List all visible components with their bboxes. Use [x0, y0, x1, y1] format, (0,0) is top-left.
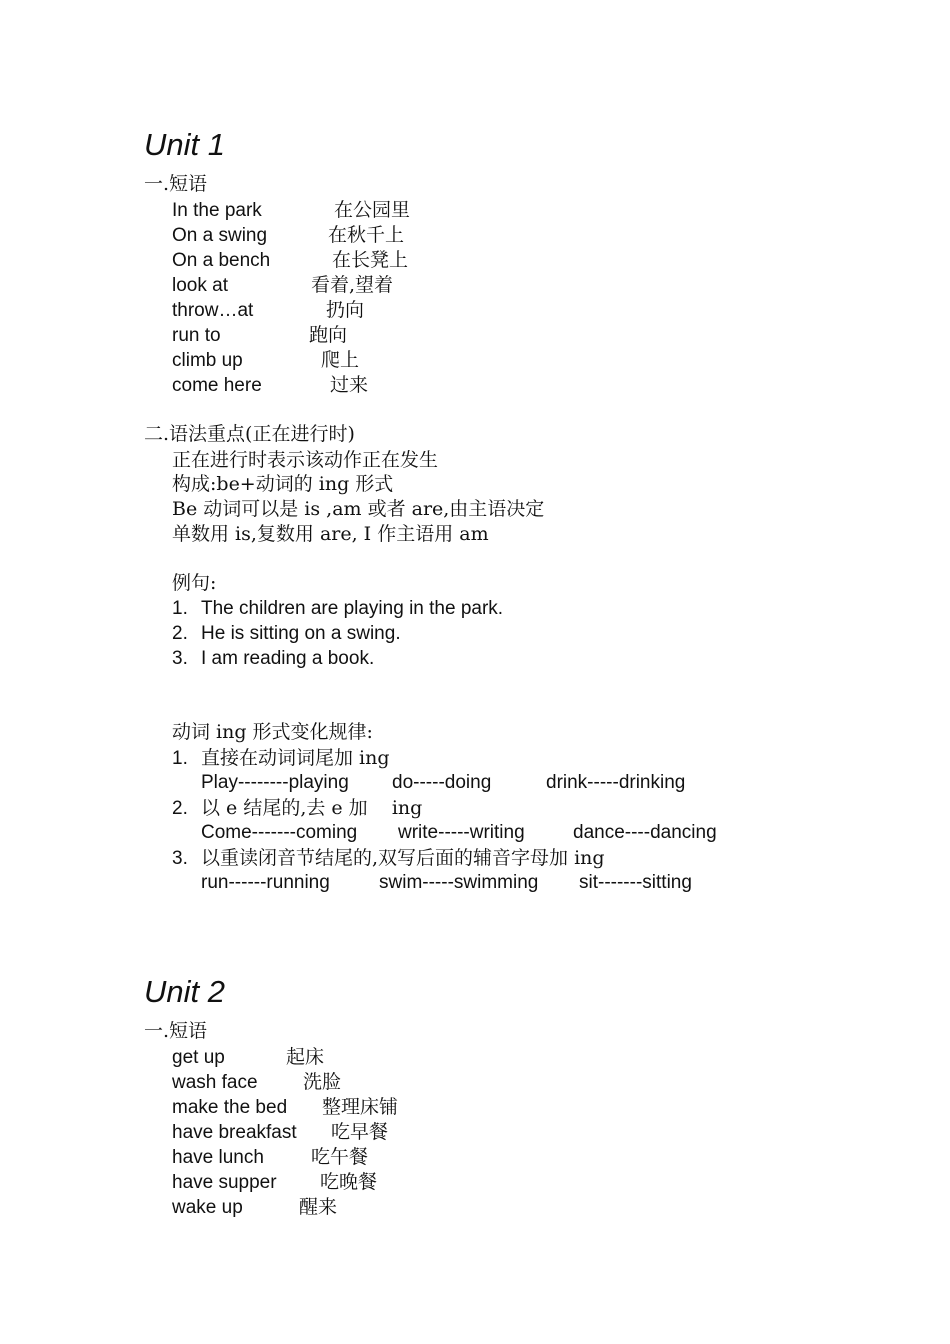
- phrase-cn: 爬上: [321, 349, 360, 371]
- examples-heading: 例句:: [172, 572, 217, 594]
- unit-2-title: Unit 2: [144, 974, 225, 1009]
- example-number: 3.: [172, 648, 188, 669]
- grammar-heading: 二.语法重点(正在进行时): [144, 423, 355, 445]
- phrase-cn: 看着,望着: [311, 274, 394, 296]
- rule-example: sit-------sitting: [579, 872, 692, 893]
- grammar-line: 正在进行时表示该动作正在发生: [172, 449, 439, 471]
- phrase-cn: 起床: [286, 1046, 325, 1068]
- grammar-line: 单数用 is,复数用 are, I 作主语用 am: [172, 523, 489, 545]
- phrase-en: On a bench: [172, 250, 271, 271]
- phrase-en: look at: [172, 275, 228, 296]
- phrase-en: climb up: [172, 350, 243, 371]
- rule-example: Come-------coming: [201, 822, 358, 843]
- phrase-cn: 过来: [330, 374, 369, 396]
- example-sentence: I am reading a book.: [201, 648, 375, 669]
- rule-number: 2.: [172, 798, 188, 819]
- phrase-en: have lunch: [172, 1147, 264, 1168]
- phrase-cn: 洗脸: [303, 1071, 342, 1093]
- example-sentence: The children are playing in the park.: [201, 598, 504, 619]
- phrase-en: get up: [172, 1047, 225, 1068]
- phrase-cn: 吃晚餐: [320, 1171, 378, 1193]
- rule-example: drink-----drinking: [546, 772, 686, 793]
- unit-2-phrases-heading: 一.短语: [144, 1020, 208, 1042]
- phrase-en: run to: [172, 325, 221, 346]
- phrase-en: On a swing: [172, 225, 268, 246]
- rule-example: do-----doing: [392, 772, 492, 793]
- rule-example: run------running: [201, 872, 330, 893]
- phrase-en: wake up: [172, 1197, 243, 1218]
- rule-text: 以 e 结尾的,去 e 加 ing: [201, 797, 423, 819]
- phrase-en: make the bed: [172, 1097, 288, 1118]
- example-number: 2.: [172, 623, 188, 644]
- phrase-en: In the park: [172, 200, 262, 221]
- phrase-cn: 整理床铺: [322, 1096, 399, 1118]
- phrase-en: throw…at: [172, 300, 254, 321]
- phrase-cn: 在公园里: [334, 199, 411, 221]
- rules-heading: 动词 ing 形式变化规律:: [172, 721, 373, 743]
- rule-text: 以重读闭音节结尾的,双写后面的辅音字母加 ing: [201, 847, 605, 869]
- phrase-cn: 吃午餐: [311, 1146, 369, 1168]
- unit-1-title: Unit 1: [144, 127, 225, 162]
- rule-example: Play--------playing: [201, 772, 349, 793]
- phrase-en: come here: [172, 375, 262, 396]
- phrase-en: have breakfast: [172, 1122, 297, 1143]
- phrase-cn: 醒来: [299, 1196, 338, 1218]
- rule-number: 3.: [172, 848, 188, 869]
- example-sentence: He is sitting on a swing.: [201, 623, 401, 644]
- phrase-en: have supper: [172, 1172, 277, 1193]
- phrase-en: wash face: [172, 1072, 258, 1093]
- phrase-cn: 扔向: [326, 299, 365, 321]
- rule-text: 直接在动词词尾加 ing: [201, 747, 390, 769]
- phrase-cn: 跑向: [309, 324, 348, 346]
- example-number: 1.: [172, 598, 188, 619]
- rule-example: swim-----swimming: [379, 872, 539, 893]
- grammar-line: Be 动词可以是 is ,am 或者 are,由主语决定: [172, 498, 545, 520]
- unit-1-phrases-heading: 一.短语: [144, 173, 208, 195]
- phrase-cn: 在长凳上: [332, 249, 409, 271]
- grammar-line: 构成:be+动词的 ing 形式: [172, 473, 394, 495]
- phrase-cn: 吃早餐: [331, 1121, 389, 1143]
- rule-number: 1.: [172, 748, 188, 769]
- rule-example: write-----writing: [398, 822, 525, 843]
- phrase-cn: 在秋千上: [328, 224, 405, 246]
- rule-example: dance----dancing: [573, 822, 717, 843]
